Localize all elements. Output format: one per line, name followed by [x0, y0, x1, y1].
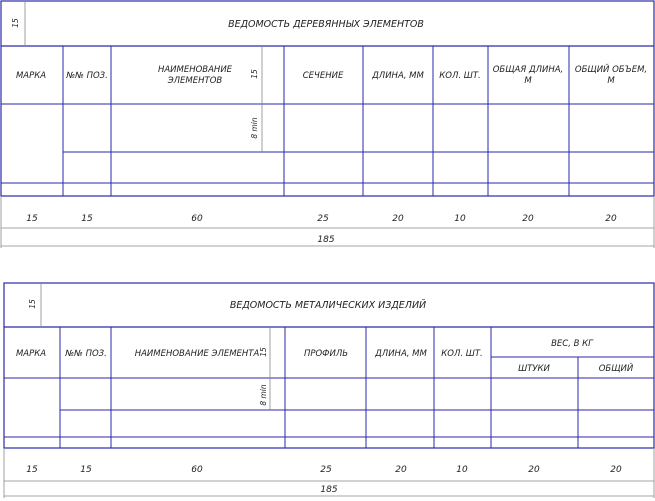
header-total-volume-line1: ОБЩИЙ ОБЪЕМ,: [574, 65, 648, 75]
header-pieces: ШТУКИ: [518, 364, 550, 374]
header-weight: ВЕС, В КГ: [551, 339, 593, 349]
col-width-section: 25: [317, 214, 329, 224]
header-total-length-line1: ОБЩАЯ ДЛИНА,: [492, 65, 564, 75]
header-name: НАИМЕНОВАНИЕ ЭЛЕМЕНТА: [134, 349, 260, 359]
header-name-line2: ЭЛЕМЕНТОВ: [167, 76, 223, 86]
header-mark: МАРКА: [15, 349, 47, 359]
header-name-line1: НАИМЕНОВАНИЕ: [157, 65, 233, 75]
metal-products-table: [4, 283, 654, 498]
col-width-pos: 15: [80, 465, 92, 475]
header-row-height-dim: 15: [250, 69, 259, 79]
col-width-total-volume: 20: [605, 214, 617, 224]
header-profile: ПРОФИЛЬ: [303, 349, 349, 359]
header-qty: КОЛ. ШТ.: [439, 71, 481, 81]
table-title: ВЕДОМОСТЬ МЕТАЛИЧЕСКИХ ИЗДЕЛИЙ: [229, 300, 427, 311]
col-width-name: 60: [191, 214, 203, 224]
col-width-name: 60: [191, 465, 203, 475]
title-row-height-dim: 15: [11, 18, 20, 28]
header-pos: №№ ПОЗ.: [65, 349, 107, 359]
body-row-height-dim: 8 min: [250, 117, 259, 139]
col-width-qty: 10: [456, 465, 468, 475]
col-width-length: 20: [392, 214, 404, 224]
col-width-length: 20: [395, 465, 407, 475]
col-width-pos: 15: [81, 214, 93, 224]
header-total-length-line2: М: [524, 76, 532, 86]
col-width-mark: 15: [26, 465, 38, 475]
header-length: ДЛИНА, ММ: [375, 349, 427, 359]
header-total: ОБЩИЙ: [598, 364, 634, 374]
body-row-height-dim: 8 min: [259, 384, 268, 406]
col-width-pieces: 20: [528, 465, 540, 475]
header-length: ДЛИНА, ММ: [372, 71, 424, 81]
total-width-dim: 185: [317, 235, 335, 245]
header-pos: №№ ПОЗ.: [66, 71, 108, 81]
header-total-volume-line2: М: [607, 76, 615, 86]
col-width-total-length: 20: [522, 214, 534, 224]
wooden-elements-table: [1, 1, 654, 248]
header-mark: МАРКА: [15, 71, 47, 81]
col-width-qty: 10: [454, 214, 466, 224]
col-width-mark: 15: [26, 214, 38, 224]
header-qty: КОЛ. ШТ.: [441, 349, 483, 359]
title-row-height-dim: 15: [28, 299, 37, 309]
col-width-total: 20: [610, 465, 622, 475]
header-row-height-dim: 15: [259, 347, 268, 357]
col-width-profile: 25: [320, 465, 332, 475]
header-section: СЕЧЕНИЕ: [302, 71, 344, 81]
table-title: ВЕДОМОСТЬ ДЕРЕВЯННЫХ ЭЛЕМЕНТОВ: [228, 19, 424, 30]
total-width-dim: 185: [320, 485, 338, 495]
